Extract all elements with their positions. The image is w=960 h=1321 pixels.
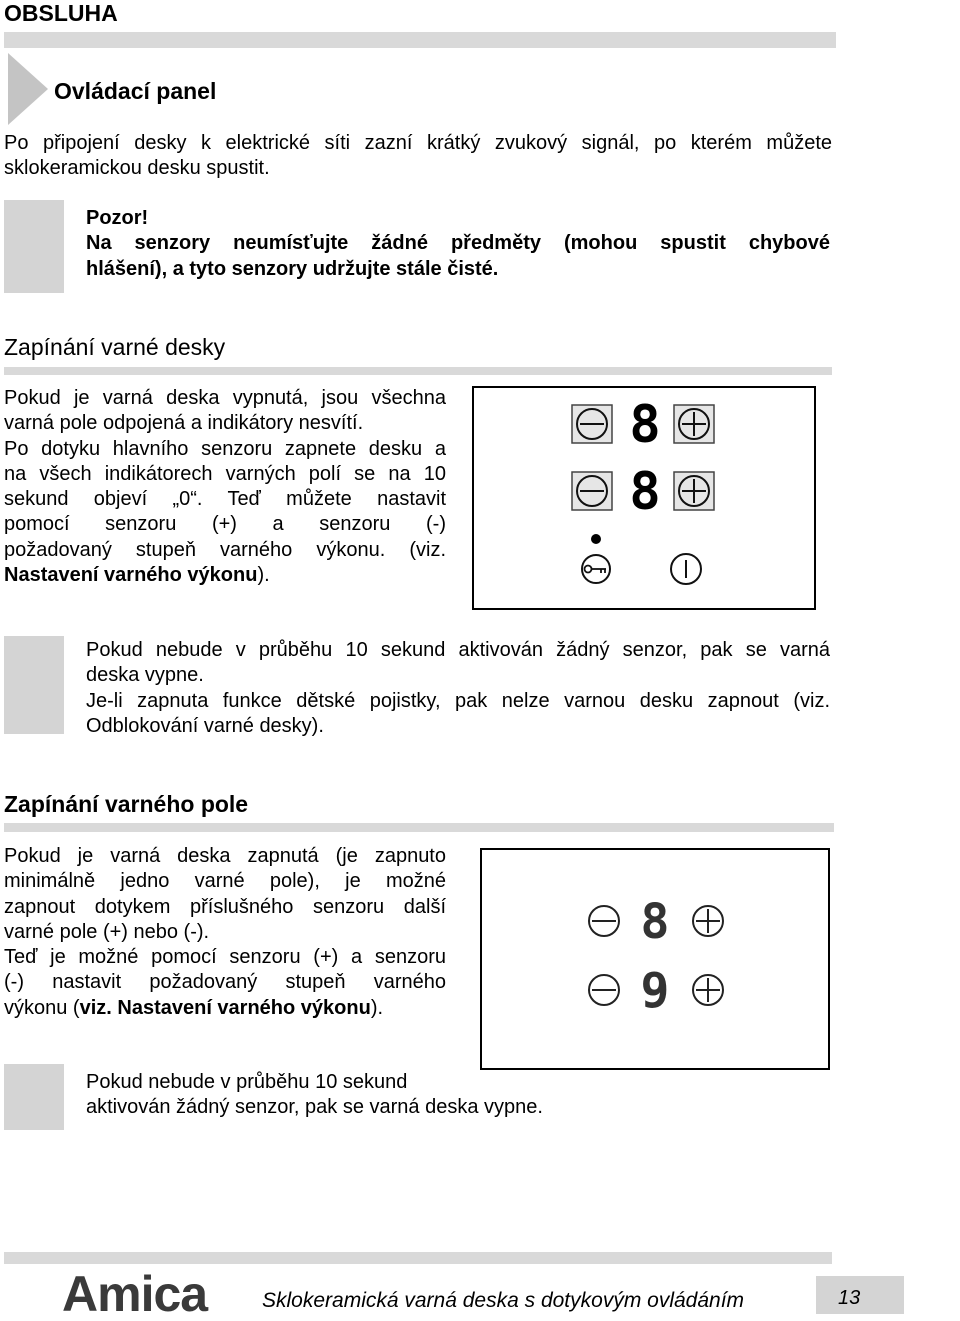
digit-display: 8 <box>629 462 661 522</box>
section-title-zapinani-pole: Zapínání varného pole <box>4 791 249 817</box>
minus-sensor-icon <box>572 472 612 510</box>
note-1-text: Pokud nebude v průběhu 10 sekund aktivován žádný senzor, pak se varná deska vypne. Je-li zapnuta funkce dětské pojistky, pak nelze varnou desku zapnout (viz. Odblokování varné desky). <box>86 639 830 737</box>
note-box-2 <box>4 1064 64 1130</box>
zapinani-desky-paragraph: Pokud je varná deska vypnutá, jsou všechna varná pole odpojená a indikátory nesvítí. Po dotyku hlavního senzoru zapnete desku a na všech indikátorech varných polí se na 10 sekund objeví „0“. Teď můžete nastavit pomocí senzoru (+) a senzoru (-) požadovaný stupeň varného výkonu. (viz. Nastavení varného výkonu). <box>4 387 446 587</box>
warning-text: Pozor! Na senzory neumísťujte žádné předměty (mohou spustit chybové hlášení), a tyto senzory udržujte stále čisté. <box>86 207 830 280</box>
section-title-ovladaci-panel: Ovládací panel <box>54 78 217 104</box>
minus-sensor-icon <box>589 906 619 936</box>
zapinani-pole-paragraph: Pokud je varná deska zapnutá (je zapnuto minimálně jedno varné pole), je možné zapnout dotykem příslušného senzoru další varné pole (+) nebo (-). Teď je možné pomocí senzoru (+) a senzoru (-) nastavit požadovaný stupeň varného výkonu (viz. Nastavení varného výkonu). <box>4 845 446 1019</box>
digit-display: 8 <box>640 894 670 950</box>
plus-sensor-icon <box>693 906 723 936</box>
minus-sensor-icon <box>589 975 619 1005</box>
control-panel-illustration-2 <box>480 848 830 1070</box>
digit-display: 9 <box>640 963 670 1019</box>
header-rule <box>4 32 836 48</box>
section-arrow-icon <box>8 53 54 129</box>
section-rule-pole <box>4 823 834 832</box>
note-2-text: Pokud nebude v průběhu 10 sekund aktivován žádný senzor, pak se varná deska vypne. <box>86 1071 543 1119</box>
page-number: 13 <box>838 1287 861 1309</box>
control-panel-illustration <box>472 386 816 610</box>
power-icon <box>671 554 701 584</box>
section-rule-desky <box>4 367 832 375</box>
page-header-title: OBSLUHA <box>4 0 118 26</box>
section-title-zapinani-desky: Zapínání varné desky <box>4 334 226 360</box>
plus-sensor-icon <box>674 472 714 510</box>
footer-title: Sklokeramická varná deska s dotykovým ovládáním <box>262 1289 745 1312</box>
footer-rule <box>4 1252 832 1264</box>
brand-logo: Amica <box>62 1266 208 1321</box>
plus-sensor-icon <box>674 405 714 443</box>
indicator-dot-icon <box>591 534 601 544</box>
note-box-1 <box>4 636 64 734</box>
minus-sensor-icon <box>572 405 612 443</box>
key-lock-icon <box>582 555 610 583</box>
warning-note-box <box>4 200 64 293</box>
plus-sensor-icon <box>693 975 723 1005</box>
intro-paragraph: Po připojení desky k elektrické síti zazní krátký zvukový signál, po kterém můžete sklokeramickou desku spustit. <box>4 132 832 180</box>
digit-display: 8 <box>629 395 661 455</box>
